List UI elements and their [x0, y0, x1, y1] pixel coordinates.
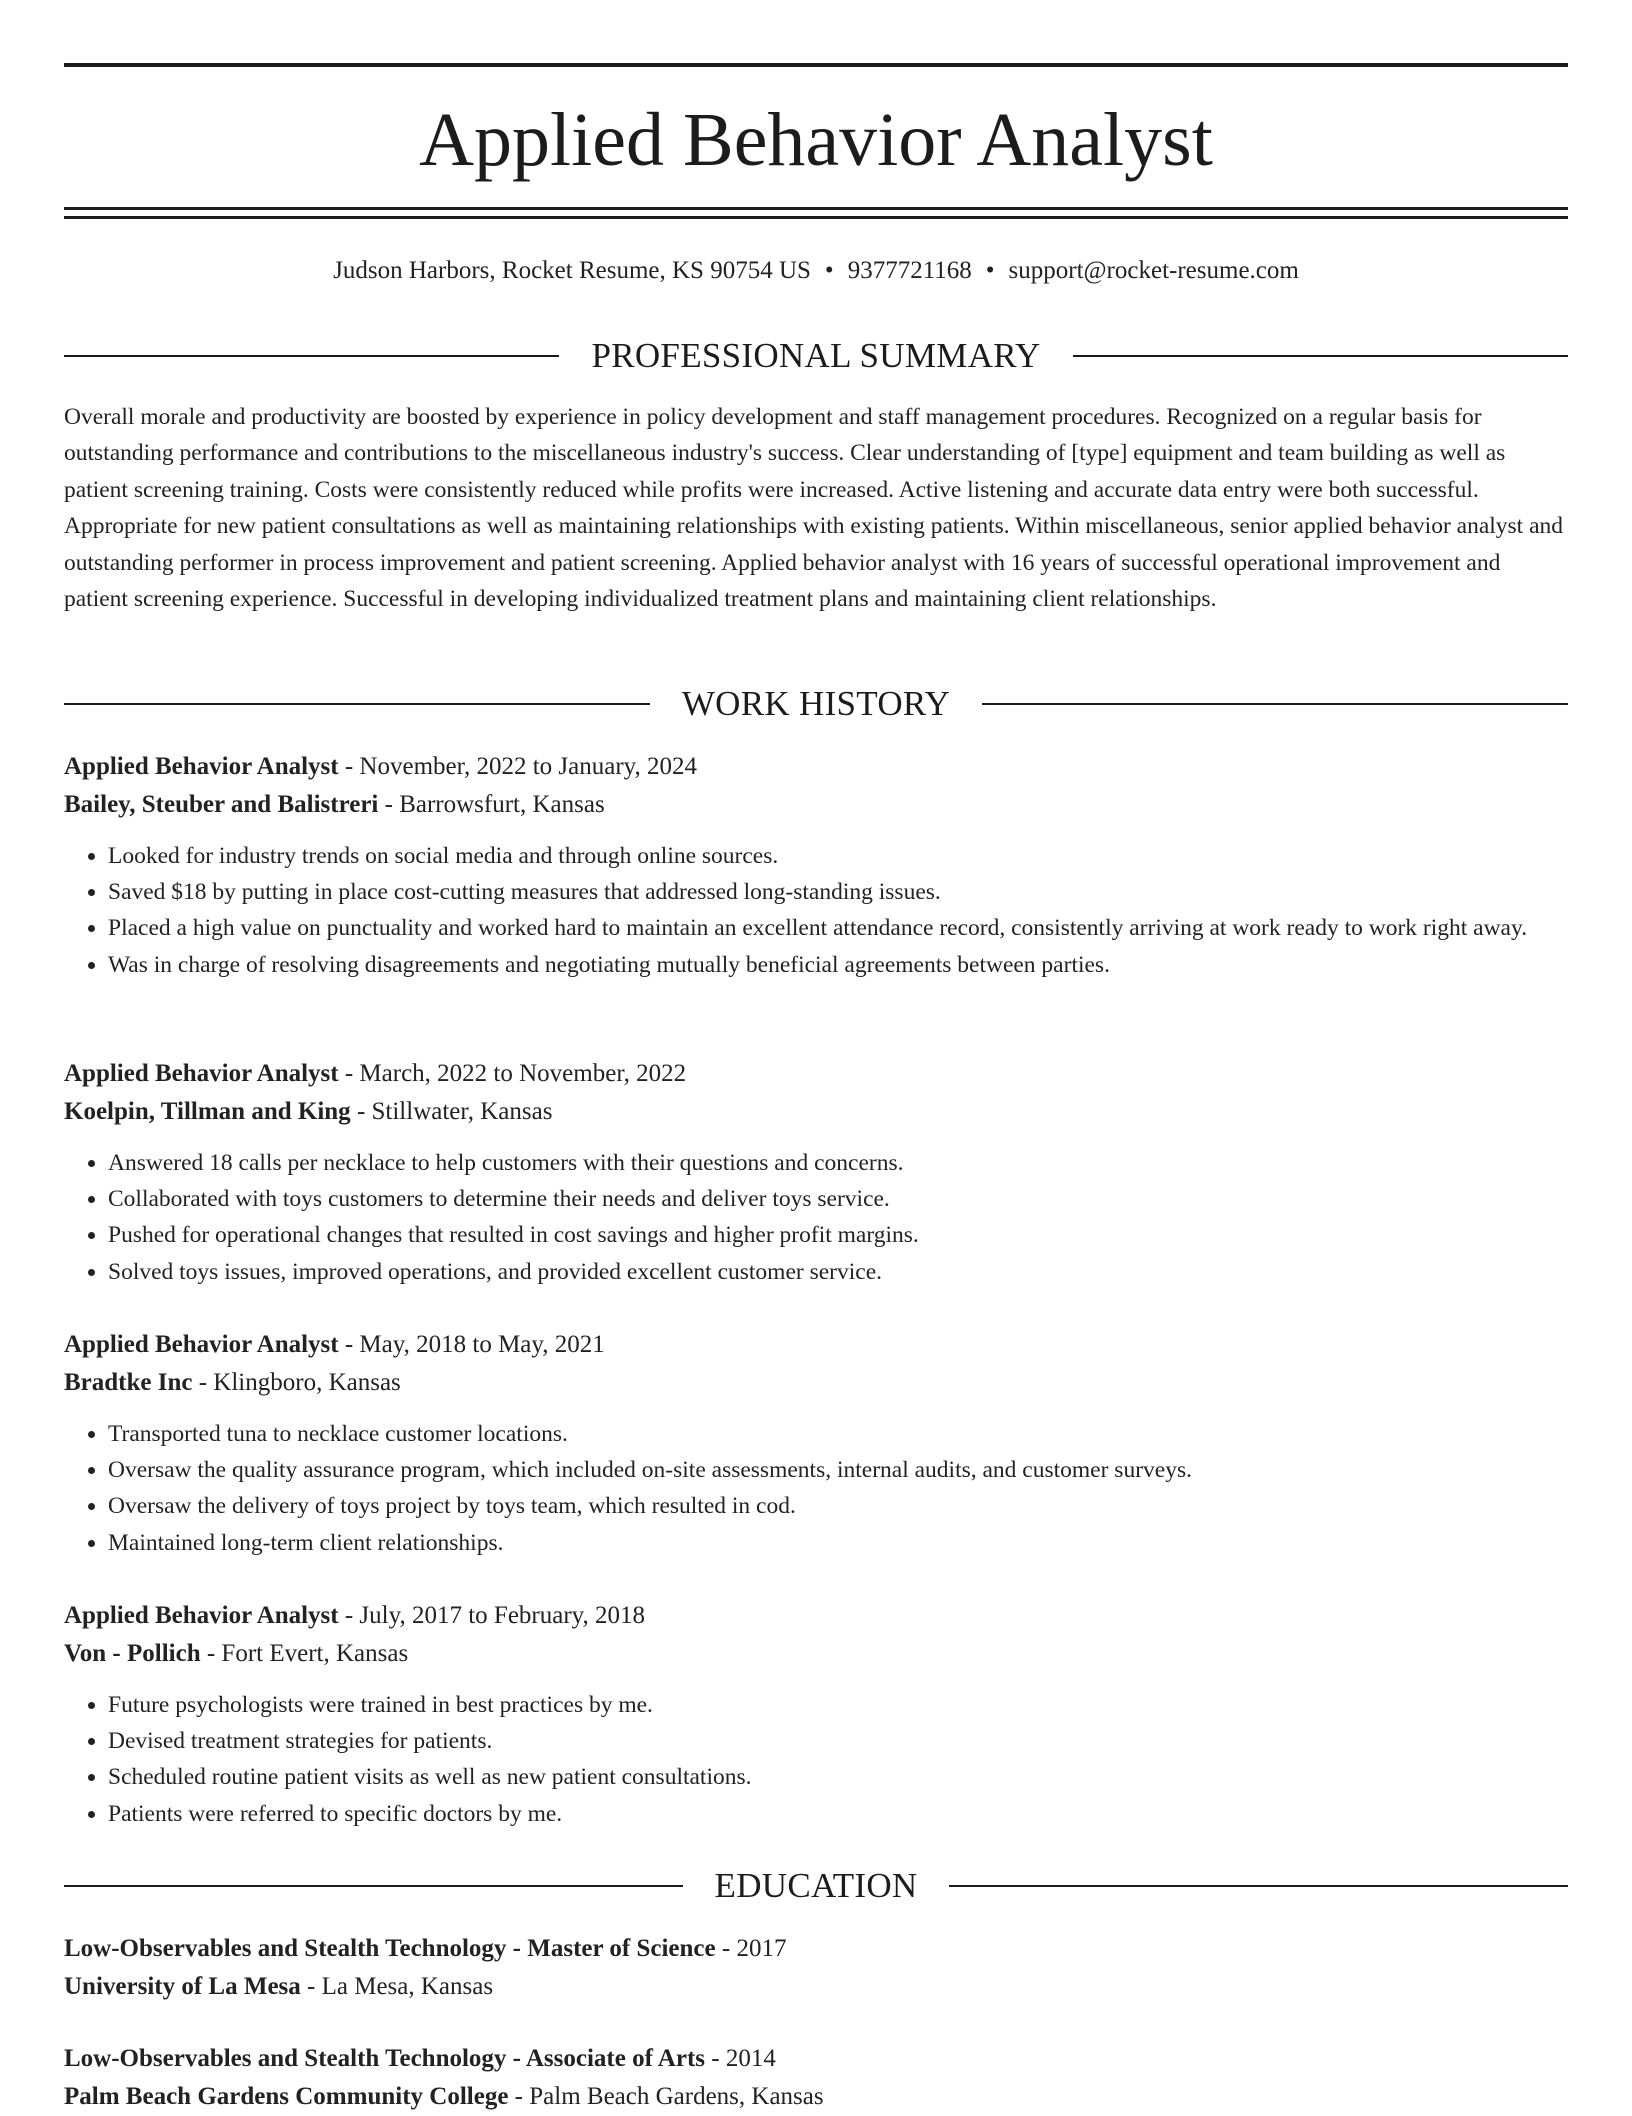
page-title: Applied Behavior Analyst	[419, 98, 1213, 182]
education-degree-line	[64, 2040, 1568, 2078]
job-bullets	[64, 838, 1568, 983]
contact-line	[64, 254, 1568, 288]
section-title-work: WORK HISTORY	[681, 684, 951, 723]
section-header-summary	[64, 336, 1568, 376]
list-item: • Patients were referred to specific doctors by me.	[108, 1796, 1568, 1832]
job-title: Applied Behavior Analyst	[64, 1331, 339, 1358]
education-degree-line	[64, 1930, 1568, 1968]
section-title-summary: PROFESSIONAL SUMMARY	[591, 336, 1041, 375]
education-degree: Low-Observables and Stealth Technology - Master of Science	[64, 1935, 716, 1962]
job-dates: - May, 2018 to May, 2021	[338, 1331, 605, 1358]
job-location: - Fort Evert, Kansas	[200, 1640, 409, 1667]
education-year: - 2017	[715, 1935, 787, 1962]
list-item: • Looked for industry trends on social media and through online sources.	[108, 838, 1568, 874]
section-header-education	[64, 1866, 1568, 1906]
education-school: University of La Mesa	[64, 1973, 301, 2000]
list-item: • Collaborated with toys customers to determine their needs and deliver toys service.	[108, 1181, 1568, 1217]
title-rule-upper	[64, 207, 1568, 210]
contact-address: Judson Harbors, Rocket Resume, KS 90754 US	[333, 257, 811, 284]
job-company: Bradtke Inc	[64, 1369, 193, 1396]
education-year: - 2014	[705, 2045, 776, 2072]
divider	[949, 1885, 1568, 1887]
job-company-line	[64, 1093, 1568, 1131]
section-header-work	[64, 684, 1568, 724]
job-title-line	[64, 1055, 1568, 1093]
job-dates: - July, 2017 to February, 2018	[338, 1602, 646, 1629]
job-dates: - March, 2022 to November, 2022	[338, 1060, 687, 1087]
job-company: Koelpin, Tillman and King	[64, 1098, 351, 1125]
list-item: • Devised treatment strategies for patients.	[108, 1723, 1568, 1759]
job-title: Applied Behavior Analyst	[64, 753, 339, 780]
job-entry	[64, 1326, 1568, 1561]
education-entry	[64, 1930, 1568, 2006]
job-company-line	[64, 1364, 1568, 1402]
job-title: Applied Behavior Analyst	[64, 1602, 339, 1629]
job-bullets	[64, 1145, 1568, 1290]
job-company-line	[64, 1635, 1568, 1673]
job-title: Applied Behavior Analyst	[64, 1060, 339, 1087]
education-location: - La Mesa, Kansas	[300, 1973, 494, 2000]
divider	[1073, 355, 1568, 357]
list-item: • Future psychologists were trained in best practices by me.	[108, 1687, 1568, 1723]
list-item: • Saved $18 by putting in place cost-cutting measures that addressed long-standing issues.	[108, 874, 1568, 910]
contact-separator: •	[985, 257, 995, 284]
contact-email: support@rocket-resume.com	[1008, 257, 1299, 284]
job-company-line	[64, 786, 1568, 824]
list-item: • Pushed for operational changes that resulted in cost savings and higher profit margins.	[108, 1217, 1568, 1253]
list-item: • Placed a high value on punctuality and worked hard to maintain an excellent attendance record, consistently arriving at work ready to work right away.	[108, 910, 1568, 946]
job-entry	[64, 748, 1568, 983]
list-item: • Scheduled routine patient visits as well as new patient consultations.	[108, 1759, 1568, 1795]
list-item: • Maintained long-term client relationships.	[108, 1525, 1568, 1561]
job-entry	[64, 1597, 1568, 1832]
job-title-line	[64, 748, 1568, 786]
list-item: • Was in charge of resolving disagreements and negotiating mutually beneficial agreements between parties.	[108, 947, 1568, 983]
summary-text: Overall morale and productivity are boosted by experience in policy development and staff management procedures. Recognized on a regular basis for outstanding performance and contributions to the miscellaneous industry's success. Clear understanding of [type] equipment and team building as well as patient screening training. Costs were consistently reduced while profits were increased. Active listening and accurate data entry were both successful. Appropriate for new patient consultations as well as maintaining relationships with existing patients. Within miscellaneous, senior applied behavior analyst and outstanding performer in process improvement and patient screening. Applied behavior analyst with 16 years of successful operational improvement and patient screening experience. Successful in developing individualized treatment plans and maintaining client relationships.	[64, 404, 1564, 613]
section-title-education: EDUCATION	[714, 1866, 918, 1905]
education-entry	[64, 2040, 1568, 2116]
list-item: • Transported tuna to necklace customer locations.	[108, 1416, 1568, 1452]
education-school: Palm Beach Gardens Community College	[64, 2083, 509, 2110]
job-company: Bailey, Steuber and Balistreri	[64, 791, 379, 818]
job-title-line	[64, 1597, 1568, 1635]
contact-separator: •	[824, 257, 834, 284]
list-item: • Answered 18 calls per necklace to help customers with their questions and concerns.	[108, 1145, 1568, 1181]
education-degree: Low-Observables and Stealth Technology - Associate of Arts	[64, 2045, 706, 2072]
job-bullets	[64, 1687, 1568, 1832]
divider	[64, 703, 650, 705]
list-item: • Oversaw the delivery of toys project by toys team, which resulted in cod.	[108, 1488, 1568, 1524]
job-location: - Barrowsfurt, Kansas	[378, 791, 605, 818]
education-school-line	[64, 1968, 1568, 2006]
job-entry	[64, 1055, 1568, 1290]
title-rule-lower	[64, 216, 1568, 219]
top-rule	[64, 63, 1568, 67]
job-location: - Klingboro, Kansas	[192, 1369, 401, 1396]
divider	[64, 355, 559, 357]
job-company: Von - Pollich	[64, 1640, 201, 1667]
job-dates: - November, 2022 to January, 2024	[338, 753, 698, 780]
education-school-line	[64, 2078, 1568, 2116]
divider	[64, 1885, 683, 1887]
list-item: • Solved toys issues, improved operations, and provided excellent customer service.	[108, 1254, 1568, 1290]
divider	[982, 703, 1568, 705]
education-location: - Palm Beach Gardens, Kansas	[508, 2083, 824, 2110]
job-bullets	[64, 1416, 1568, 1561]
job-location: - Stillwater, Kansas	[350, 1098, 553, 1125]
list-item: • Oversaw the quality assurance program, which included on-site assessments, internal audits, and customer surveys.	[108, 1452, 1568, 1488]
contact-phone: 9377721168	[847, 257, 972, 284]
job-title-line	[64, 1326, 1568, 1364]
